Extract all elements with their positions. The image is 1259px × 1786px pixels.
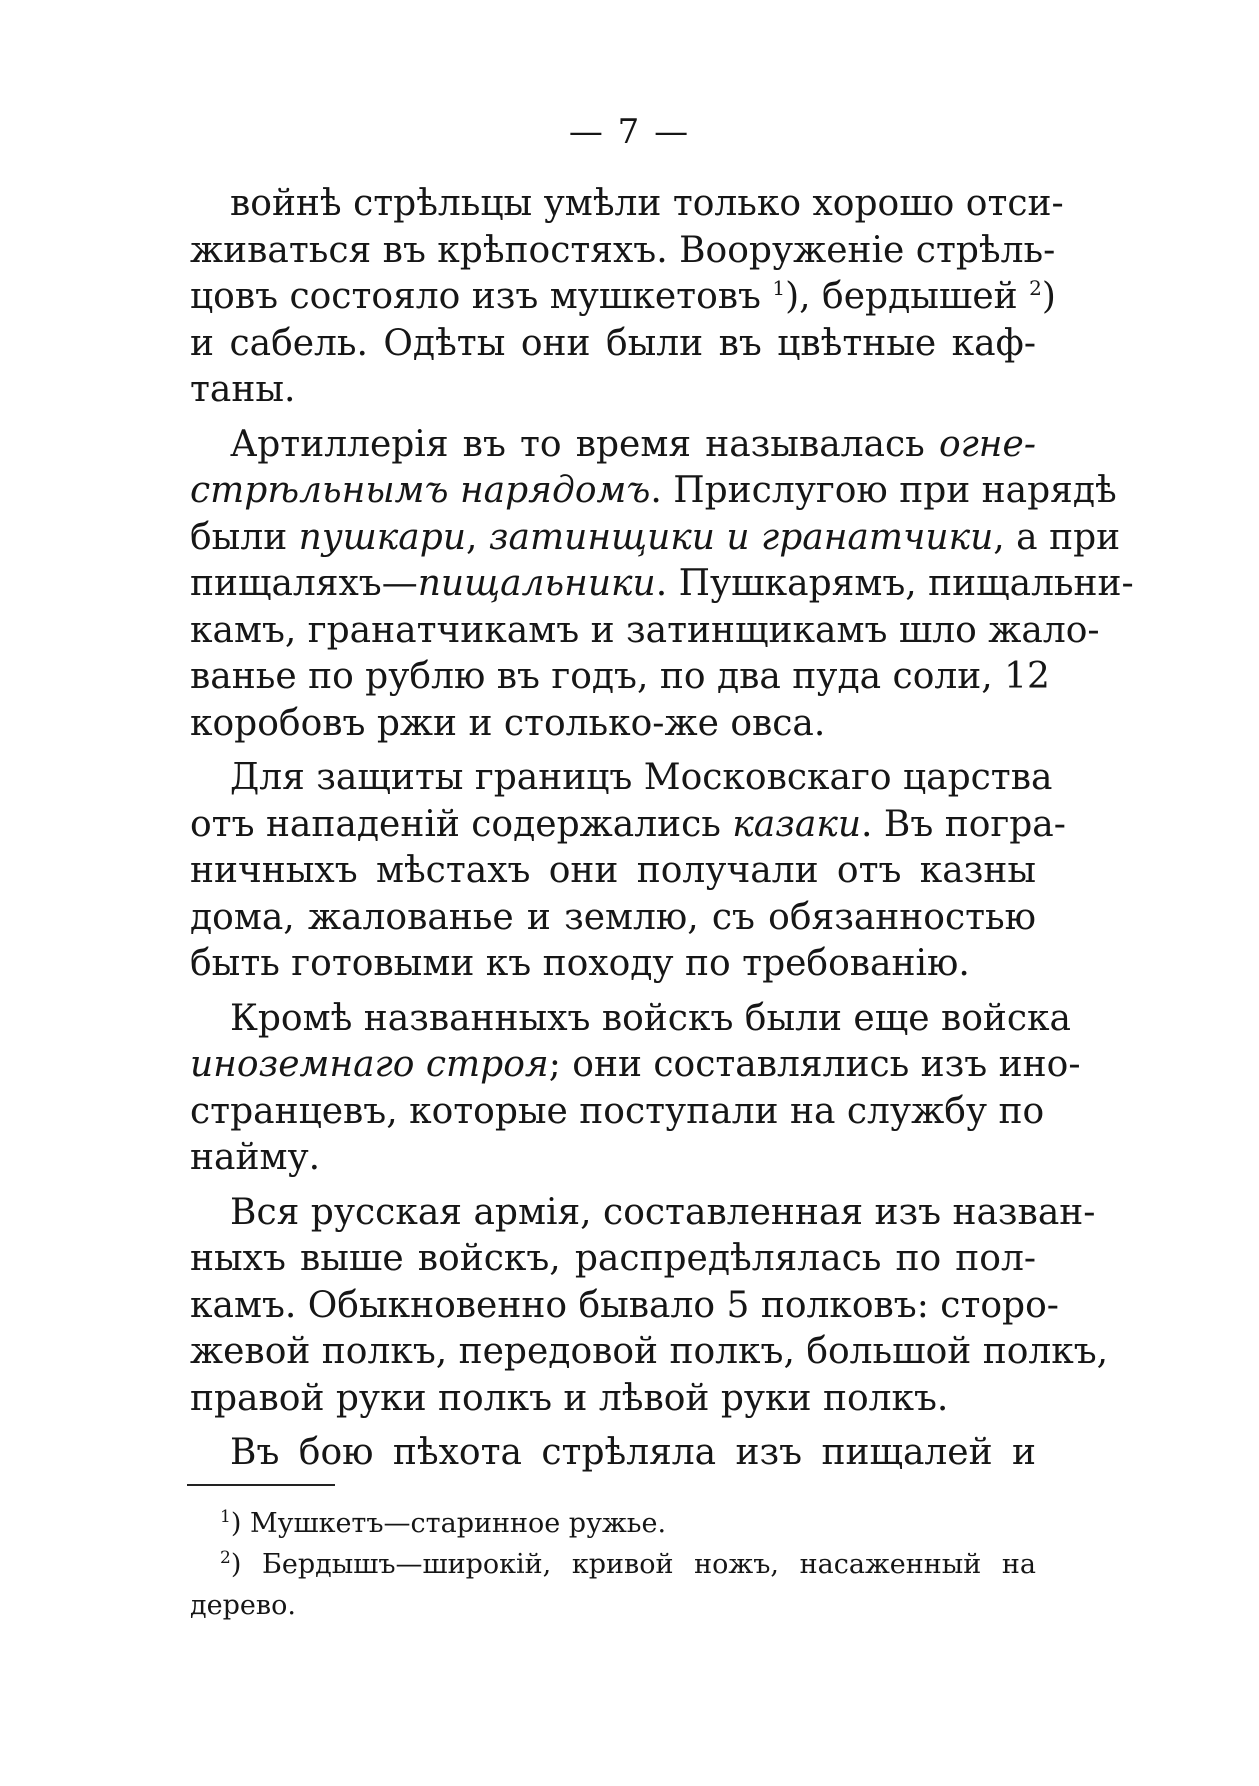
paragraph	[190, 996, 1081, 1182]
text-line	[190, 1503, 1036, 1544]
text-line	[190, 1089, 1045, 1136]
text-run: Для защиты границъ Московскаго царства	[230, 757, 1053, 798]
text-run: коробовъ ржи и столько-же овса.	[190, 702, 826, 744]
text-line	[190, 1376, 1036, 1423]
text-line	[190, 1135, 1036, 1182]
text-run: . Прислугою при нарядѣ	[650, 470, 1117, 511]
text-line	[190, 755, 1053, 802]
text-run: камъ, гранатчикамъ и затинщикамъ шло жало-	[190, 609, 1100, 651]
text-line	[190, 941, 1036, 988]
text-run: отъ нападеній содержались	[190, 803, 733, 845]
footnotes	[190, 1503, 1036, 1626]
text-run: таны.	[190, 369, 296, 410]
text-run: ), бердышей	[785, 276, 1030, 317]
italic-term: пушкари	[298, 516, 467, 558]
text-run: войнѣ стрѣльцы умѣли только хорошо отси-	[230, 183, 1064, 224]
footnote-marker: 2	[1029, 276, 1042, 300]
text-line	[190, 1544, 1036, 1585]
paragraph	[190, 422, 1134, 748]
text-run: ; они составлялись изъ ино-	[548, 1044, 1081, 1085]
text-run: жевой полкъ, передовой полкъ, большой полкъ,	[190, 1331, 1109, 1372]
text-run: живаться въ крѣпостяхъ. Вооруженіе стрѣль-	[190, 229, 1056, 271]
footnote-marker: 2	[220, 1548, 231, 1568]
italic-term: казаки	[732, 803, 862, 845]
text-run: найму.	[190, 1137, 321, 1178]
text-run: дома, жалованье и землю, съ обязанностью	[190, 896, 1036, 938]
text-run: быть готовыми къ походу по требованію.	[190, 943, 970, 984]
text-line	[190, 274, 1056, 321]
text-run: ничныхъ мѣстахъ они получали отъ казны	[190, 850, 1036, 891]
body-text	[190, 181, 1134, 1485]
italic-term: пищальники	[417, 563, 656, 604]
text-line	[190, 895, 1036, 942]
text-line	[190, 321, 1036, 368]
text-run: ванье по рублю въ годъ, по два пуда соли, 12	[190, 656, 1050, 697]
text-run: пищаляхъ—	[190, 563, 418, 604]
text-run: дерево.	[190, 1590, 296, 1621]
text-line	[190, 367, 1036, 414]
paragraph	[190, 755, 1066, 988]
text-line	[190, 468, 1117, 515]
text-run: цовъ состояло изъ мушкетовъ	[190, 276, 773, 317]
paragraph	[190, 1190, 1109, 1423]
footnote-marker: 1	[772, 276, 786, 300]
footnote-separator	[187, 1484, 335, 1486]
text-run: камъ. Обыкновенно бывало 5 полковъ: сторо-	[190, 1284, 1059, 1326]
paragraph	[190, 1430, 1036, 1477]
text-line	[190, 848, 1036, 895]
italic-term: стрѣльнымъ нарядомъ	[190, 470, 651, 511]
text-line	[190, 1236, 1036, 1283]
text-line	[190, 996, 1072, 1043]
text-line	[190, 181, 1064, 228]
text-line	[190, 228, 1056, 275]
text-run: странцевъ, которые поступали на службу по	[190, 1090, 1045, 1132]
text-run: Въ бою пѣхота стрѣляла изъ пищалей и	[230, 1432, 1036, 1473]
text-run: . Въ погра-	[861, 803, 1066, 845]
text-run: ) Бердышъ—широкій, кривой ножъ, насаженный на	[230, 1549, 1036, 1580]
text-line	[190, 1042, 1081, 1089]
footnote-marker: 1	[220, 1507, 231, 1527]
text-run: правой руки полкъ и лѣвой руки полкъ.	[190, 1377, 949, 1419]
italic-term: иноземнаго строя	[190, 1044, 549, 1085]
text-line	[190, 1430, 1036, 1477]
text-run: Кромѣ названныхъ войскъ были еще войска	[230, 997, 1072, 1039]
text-run: ) Мушкетъ—старинное ружье.	[230, 1508, 667, 1539]
text-run: ,	[466, 516, 489, 558]
text-run: Артиллерія въ то время называлась	[230, 423, 939, 465]
text-line	[190, 561, 1134, 608]
text-line	[190, 1283, 1059, 1330]
text-run: . Пушкарямъ, пищальни-	[655, 563, 1134, 604]
text-line	[190, 1190, 1096, 1237]
text-line	[190, 608, 1100, 655]
italic-term: огне-	[938, 423, 1036, 465]
text-line	[190, 701, 1036, 748]
text-run: , а при	[993, 516, 1121, 558]
footnote	[190, 1544, 1036, 1626]
text-run: Вся русская армія, составленная изъ назван-	[230, 1191, 1096, 1233]
text-run: ныхъ выше войскъ, распредѣлялась по пол-	[190, 1238, 1036, 1279]
italic-term: затинщики и гранатчики	[488, 516, 994, 558]
text-line	[190, 802, 1066, 849]
text-run: )	[1041, 276, 1056, 317]
paragraph	[190, 181, 1064, 414]
page-number: — 7 —	[568, 112, 691, 152]
text-line	[190, 422, 1036, 469]
text-line	[190, 515, 1121, 562]
text-run: и сабель. Одѣты они были въ цвѣтные каф-	[190, 322, 1036, 364]
text-line	[190, 1329, 1109, 1376]
text-run: были	[190, 516, 299, 558]
text-line	[190, 654, 1050, 701]
text-line	[190, 1585, 1036, 1626]
footnote	[190, 1503, 1036, 1544]
